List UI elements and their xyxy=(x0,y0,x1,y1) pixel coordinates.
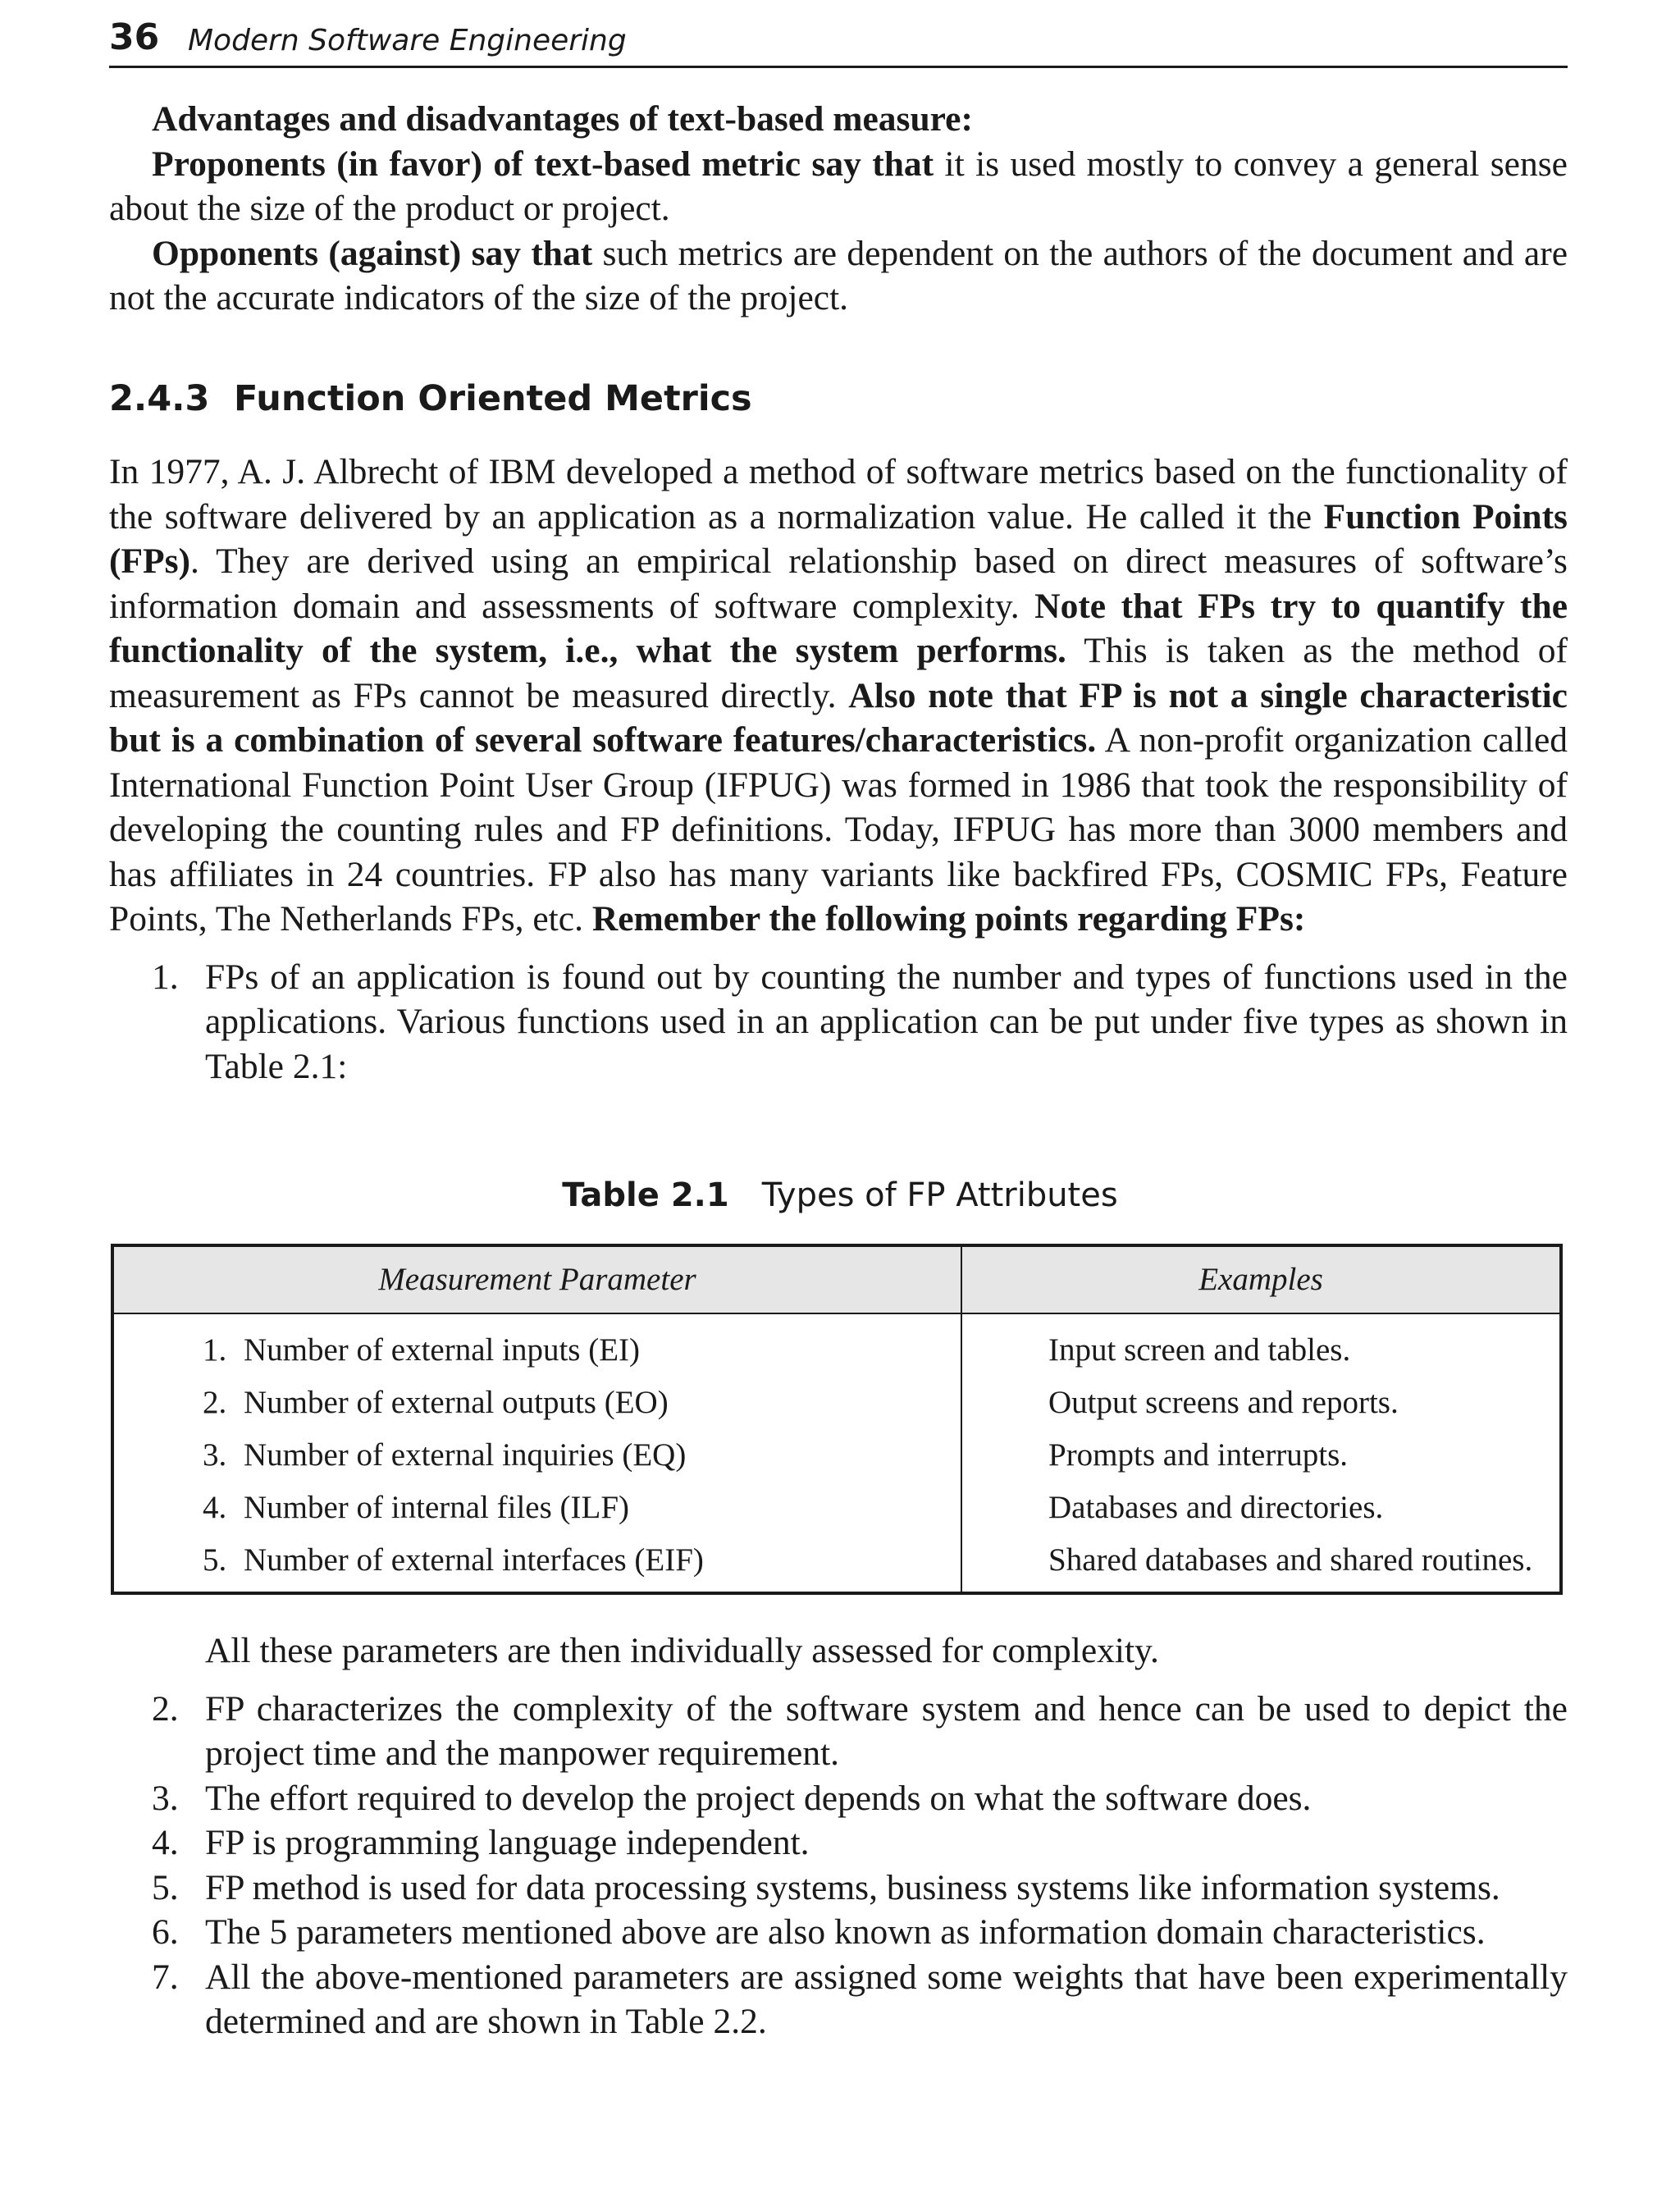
table-caption-title: Types of FP Attributes xyxy=(761,1176,1118,1214)
opponents-lead: Opponents (against) say that xyxy=(152,233,593,273)
table-row xyxy=(203,1429,961,1482)
row-parameter: Number of external interfaces (EIF) xyxy=(244,1542,704,1578)
row-parameter: Number of external inputs (EI) xyxy=(244,1332,641,1368)
list-item-number: 3. xyxy=(152,1778,179,1818)
list-item xyxy=(109,1955,1568,2044)
parameter-column xyxy=(112,1313,961,1593)
opponents-paragraph xyxy=(109,231,1568,321)
proponents-lead: Proponents (in favor) of text-based metric say that xyxy=(152,144,934,184)
table-row xyxy=(203,1534,961,1587)
table-row xyxy=(203,1377,961,1429)
row-number: 3. xyxy=(203,1437,227,1473)
section-title: Function Oriented Metrics xyxy=(234,378,752,419)
row-example: Shared databases and shared routines. xyxy=(1048,1542,1533,1578)
body-text-3: This is taken as the method of measurement as FPs cannot be measured directly. xyxy=(109,631,1568,715)
list-item-number: 4. xyxy=(152,1823,179,1862)
body-text-4: A non-profit organization called International Function Point User Group (IFPUG) was formed in 1986 that took the responsibility of developing the counting rules and FP definitions. Today, IFPUG has more than 3000 members and has affiliates in 24 countries. FP also has many variants like backfired FPs, COSMIC FPs, Feature Points, The Netherlands FPs, etc. xyxy=(109,720,1568,939)
body-text-1: In 1977, A. J. Albrecht of IBM developed a method of software metrics based on the functionality of the software delivered by an application as a normalization value. He called it the xyxy=(109,452,1568,537)
fp-points-list-continued xyxy=(109,1687,1568,2044)
list-item-number: 5. xyxy=(152,1867,179,1907)
opponents-text: such metrics are dependent on the authors of the document and are not the accurate indicators of the size of the project. xyxy=(109,233,1568,317)
list-item xyxy=(109,1910,1568,1955)
list-item-text: The effort required to develop the project depends on what the software does. xyxy=(205,1778,1312,1818)
table-header-row xyxy=(112,1245,1561,1313)
list-item xyxy=(109,955,1568,1089)
list-item-text: All the above-mentioned parameters are assigned some weights that have been experimentally determined and are shown in Table 2.2. xyxy=(205,1957,1568,2041)
row-number: 1. xyxy=(203,1332,227,1368)
row-number: 5. xyxy=(203,1542,227,1578)
row-example: Prompts and interrupts. xyxy=(1048,1437,1349,1473)
page-number: 36 xyxy=(109,16,160,58)
list-item-number: 1. xyxy=(152,957,179,997)
intro-heading: Advantages and disadvantages of text-based measure: xyxy=(152,99,973,139)
row-parameter: Number of external outputs (EO) xyxy=(244,1385,669,1420)
after-table-block xyxy=(109,1628,1568,2044)
section-heading xyxy=(109,374,752,423)
body-bold-2: Note that FPs try to quantify the functionality of the system, i.e., what the system performs. xyxy=(109,586,1568,670)
row-number: 2. xyxy=(203,1385,227,1420)
table-header-parameter: Measurement Parameter xyxy=(112,1245,961,1313)
list-item-text: The 5 parameters mentioned above are also known as information domain characteristics. xyxy=(205,1912,1486,1952)
table-row xyxy=(203,1324,961,1377)
fp-attributes-table xyxy=(111,1244,1563,1595)
body-text-2: . They are derived using an empirical relationship based on direct measures of software’s information domain and assessments of software complexity. xyxy=(109,541,1568,626)
examples-column xyxy=(961,1313,1561,1593)
after-table-note: All these parameters are then individually assessed for complexity. xyxy=(205,1631,1159,1670)
proponents-paragraph xyxy=(109,142,1568,231)
row-number: 4. xyxy=(203,1490,227,1525)
table-body-row xyxy=(112,1313,1561,1593)
table-header-examples: Examples xyxy=(961,1245,1561,1313)
body-bold-4: Remember the following points regarding FPs: xyxy=(591,899,1306,939)
list-item xyxy=(109,1776,1568,1821)
section-number: 2.4.3 xyxy=(109,378,210,419)
list-item-text: FP is programming language independent. xyxy=(205,1823,810,1862)
list-item-number: 7. xyxy=(152,1957,179,1997)
row-example: Input screen and tables. xyxy=(1048,1332,1351,1368)
table-row xyxy=(203,1482,961,1534)
table-caption-label: Table 2.1 xyxy=(562,1176,729,1214)
body-bold-3: Also note that FP is not a single characteristic but is a combination of several software features/characteristics. xyxy=(109,675,1568,760)
row-example: Databases and directories. xyxy=(1048,1490,1384,1525)
list-item xyxy=(109,1866,1568,1911)
table-caption xyxy=(0,1172,1680,1219)
list-item xyxy=(109,1820,1568,1866)
main-body xyxy=(109,450,1568,1089)
row-example: Output screens and reports. xyxy=(1048,1385,1399,1420)
page-header xyxy=(109,15,1568,68)
list-item-text: FP method is used for data processing systems, business systems like information systems. xyxy=(205,1867,1500,1907)
proponents-text: it is used mostly to convey a general sense about the size of the product or project. xyxy=(109,144,1568,228)
fp-points-list-start xyxy=(109,955,1568,1089)
row-parameter: Number of internal files (ILF) xyxy=(244,1490,630,1525)
row-parameter: Number of external inquiries (EQ) xyxy=(244,1437,687,1473)
list-item-text: FPs of an application is found out by counting the number and types of functions used in the applications. Various functions used in an application can be put under five types as shown in Table 2.1: xyxy=(205,957,1568,1086)
list-item-number: 6. xyxy=(152,1912,179,1952)
intro-block xyxy=(109,97,1568,321)
running-title: Modern Software Engineering xyxy=(188,24,627,57)
list-item-number: 2. xyxy=(152,1688,179,1729)
fp-intro-paragraph xyxy=(109,450,1568,942)
list-item xyxy=(109,1687,1568,1776)
list-item-text: FP characterizes the complexity of the software system and hence can be used to depict the project time and the manpower requirement. xyxy=(205,1688,1568,1773)
body-bold-1: Function Points (FPs) xyxy=(109,496,1568,581)
